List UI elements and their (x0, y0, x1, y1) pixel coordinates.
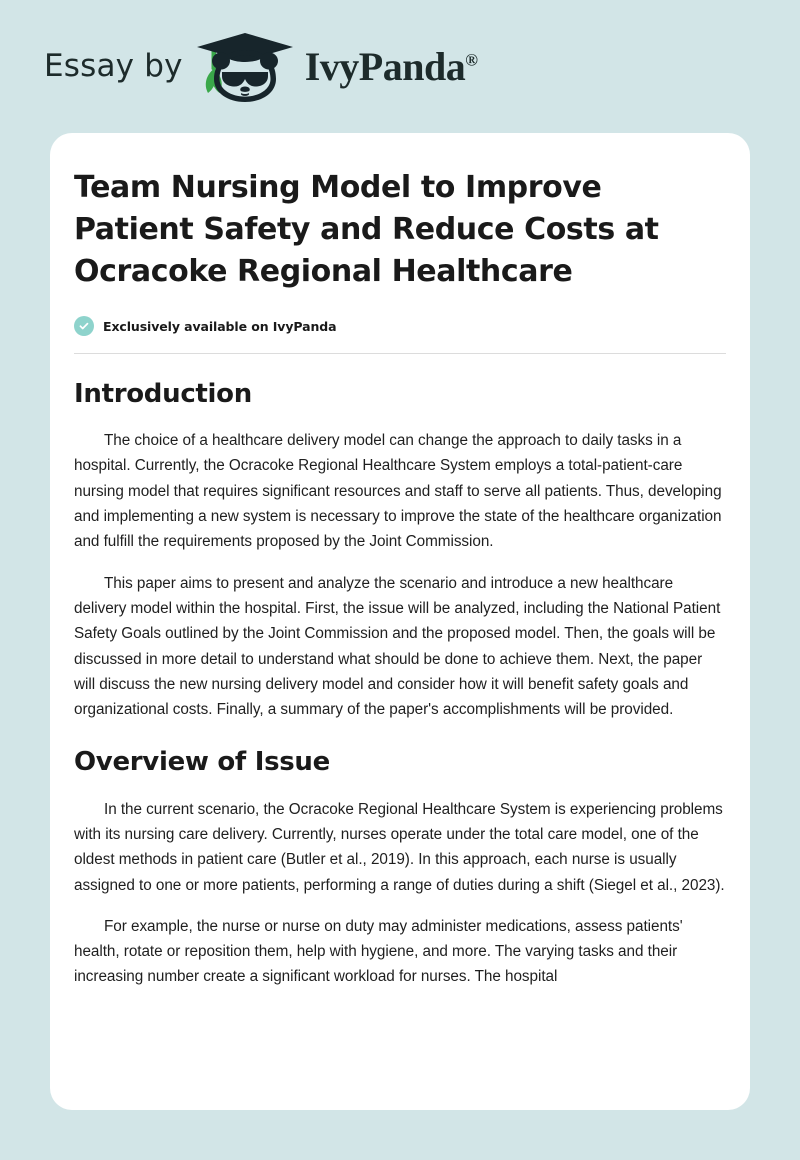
section-heading-introduction: Introduction (74, 379, 252, 409)
site-header (0, 0, 800, 133)
title-divider (74, 353, 726, 354)
brand-wordmark (304, 43, 478, 89)
check-circle-icon (74, 316, 94, 336)
brand-name-text: IvyPanda (304, 43, 466, 89)
page-title: Team Nursing Model to Improve Patient Safety and Reduce Costs at Ocracoke Regional Healthcare (74, 170, 659, 289)
registered-trademark-symbol: ® (465, 50, 478, 70)
essay-content (74, 133, 726, 990)
paragraph: For example, the nurse or nurse on duty may administer medications, assess patients' health, rotate or reposition them, help with hygiene, and more. The varying tasks and their increasing number create a significant workload for nurses. The hospital (74, 917, 683, 986)
essay-card (50, 133, 750, 1110)
exclusive-availability-badge (74, 316, 726, 336)
paragraph: In the current scenario, the Ocracoke Regional Healthcare System is experiencing problems with its nursing care delivery. Currently, nurses operate under the total care model, one of the oldest methods in patient care (Butler et al., 2019). In this approach, each nurse is usually assigned to one or more patients, performing a range of duties during a shift (Siegel et al., 2023). (74, 800, 725, 894)
paragraph: This paper aims to present and analyze the scenario and introduce a new healthcare delivery model within the hospital. First, the issue will be analyzed, including the National Patient Safety Goals outlined by the Joint Commission and the proposed model. Then, the goals will be discussed in more detail to understand what should be done to achieve them. Next, the paper will discuss the new nursing delivery model and consider how it will benefit safety goals and organizational costs. Finally, a summary of the paper's accomplishments will be provided. (74, 574, 721, 719)
ivypanda-logo[interactable] (197, 31, 478, 103)
exclusive-availability-label: Exclusively available on IvyPanda (103, 318, 337, 334)
paragraph: The choice of a healthcare delivery model can change the approach to daily tasks in a hospital. Currently, the Ocracoke Regional Healthcare System employs a total-patient-care nursing model that requires significant resources and staff to serve all patients. Thus, developing and implementing a new system is necessary to improve the state of the healthcare organization and fulfill the requirements proposed by the Joint Commission. (74, 432, 722, 551)
header-prefix-text: Essay by (44, 48, 183, 84)
section-heading-overview-of-issue: Overview of Issue (74, 747, 330, 778)
panda-graduate-icon (197, 31, 299, 103)
